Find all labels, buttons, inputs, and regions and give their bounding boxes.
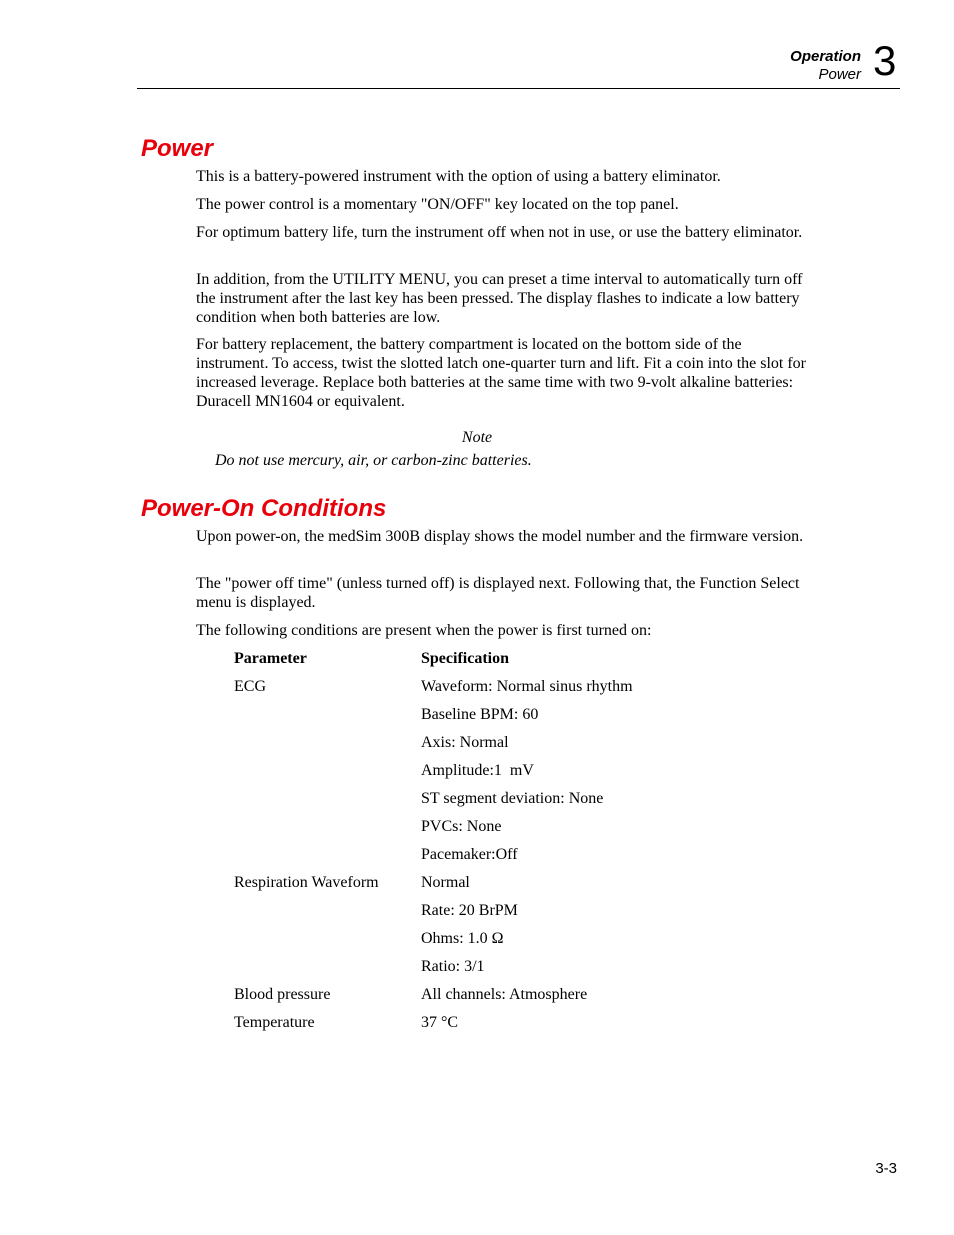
table-cell-specification: Baseline BPM: 60 xyxy=(421,706,539,723)
table-cell-specification: Pacemaker:Off xyxy=(421,846,518,863)
table-cell-parameter: Temperature xyxy=(234,1014,315,1031)
table-cell-specification: 37 °C xyxy=(421,1014,459,1031)
table-cell-specification: Normal xyxy=(421,874,470,891)
power-on-heading: Power-On Conditions xyxy=(141,495,387,522)
page-number: 3-3 xyxy=(875,1160,897,1177)
power-paragraph-5: For battery replacement, the battery compartment is located on the bottom side of the instrument. To access, twist the slotted latch one-quarter turn and lift. Fit a coin into the slot for increased leverage. Replace both batteries at the same time with two 9-volt alkaline batteries: Duracell MN1604 or equivalent. xyxy=(196,336,807,410)
power-paragraph-2: The power control is a momentary "ON/OFF" key located on the top panel. xyxy=(196,196,679,213)
header-section-title: Operation xyxy=(790,48,861,65)
table-header-parameter: Parameter xyxy=(234,650,307,667)
note-text: Do not use mercury, air, or carbon-zinc batteries. xyxy=(215,452,532,469)
power-paragraph-4: In addition, from the UTILITY MENU, you can preset a time interval to automatically turn off the instrument after the last key has been pressed. The display flashes to indicate a low battery condition when both batteries are low. xyxy=(196,271,803,326)
table-header-specification: Specification xyxy=(421,650,509,667)
table-cell-specification: Waveform: Normal sinus rhythm xyxy=(421,678,633,695)
table-cell-parameter: Respiration Waveform xyxy=(234,874,379,891)
power-paragraph-3: For optimum battery life, turn the instrument off when not in use, or use the battery eliminator. xyxy=(196,224,803,241)
table-cell-parameter: ECG xyxy=(234,678,266,695)
power-on-paragraph-3: The following conditions are present when the power is first turned on: xyxy=(196,622,652,639)
power-on-paragraph-2: The "power off time" (unless turned off) is displayed next. Following that, the Function Select menu is displayed. xyxy=(196,575,800,611)
table-cell-specification: Amplitude:1 mV xyxy=(421,762,534,779)
chapter-number: 3 xyxy=(873,37,897,84)
note-title: Note xyxy=(461,429,493,446)
table-cell-specification: All channels: Atmosphere xyxy=(421,986,588,1003)
table-cell-specification: PVCs: None xyxy=(421,818,502,835)
header-rule xyxy=(137,88,900,89)
power-heading: Power xyxy=(141,135,214,162)
table-cell-specification: Ohms: 1.0 Ω xyxy=(421,930,504,947)
header-subsection-title: Power xyxy=(818,66,861,83)
table-cell-parameter: Blood pressure xyxy=(234,986,331,1003)
power-on-paragraph-1: Upon power-on, the medSim 300B display shows the model number and the firmware version. xyxy=(196,528,804,545)
table-cell-specification: Rate: 20 BrPM xyxy=(421,902,518,919)
table-cell-specification: Axis: Normal xyxy=(421,734,509,751)
table-cell-specification: ST segment deviation: None xyxy=(421,790,604,807)
table-cell-specification: Ratio: 3/1 xyxy=(421,958,485,975)
power-paragraph-1: This is a battery-powered instrument with the option of using a battery eliminator. xyxy=(196,168,721,185)
